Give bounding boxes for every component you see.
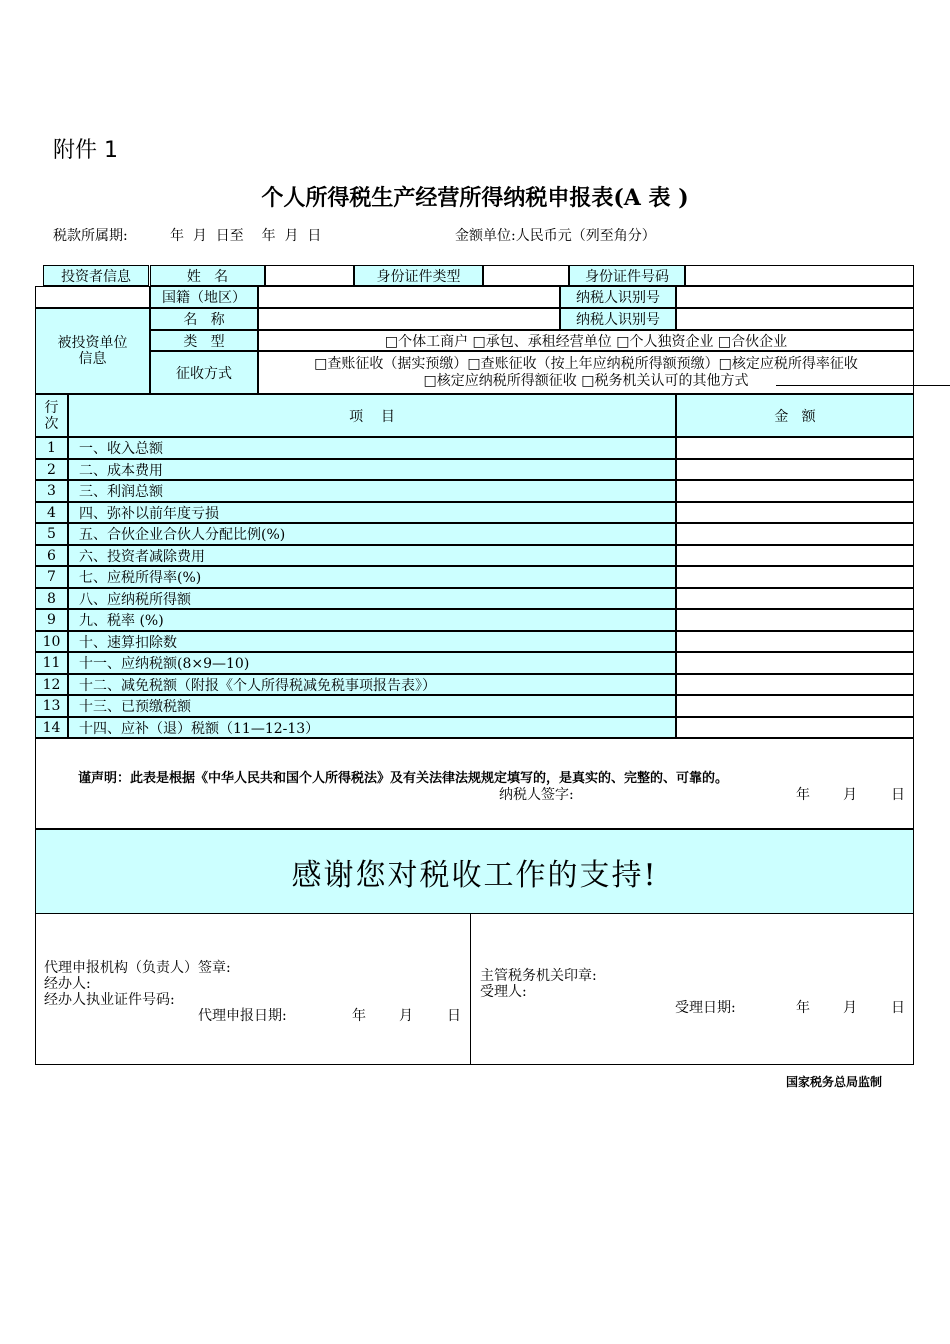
declaration-text: 谨声明：此表是根据《中华人民共和国个人所得税法》及有关法律法规规定填写的，是真实的、完整的、可靠的。	[78, 771, 729, 786]
sign-month: 月	[843, 787, 857, 803]
row-amount-field[interactable]	[676, 717, 914, 738]
row-amount-field[interactable]	[676, 459, 914, 480]
authority-date-day: 日	[891, 1000, 905, 1016]
row-number: 2	[35, 459, 68, 480]
authority-seal-label: 主管税务机关印章:	[480, 968, 597, 984]
row-item-label: 四、弥补以前年度亏损	[68, 502, 676, 523]
nationality-label: 国籍（地区）	[150, 286, 258, 308]
row-item-label: 十二、减免税额（附报《个人所得税减免税事项报告表》）	[68, 674, 676, 695]
row-item-label: 八、应纳税所得额	[68, 588, 676, 609]
agent-date-year: 年	[352, 1008, 366, 1024]
id-number-field[interactable]	[685, 265, 914, 286]
row-item-label: 三、利润总额	[68, 480, 676, 502]
currency-unit: 金额单位:人民币元（列至角分）	[455, 228, 656, 244]
thanks-banner: 感谢您对税收工作的支持!	[35, 829, 914, 914]
row-amount-field[interactable]	[676, 566, 914, 588]
collection-options-line1: □查账征收（据实预缴）□查账征收（按上年应纳税所得额预缴）□核定应税所得率征收	[314, 355, 858, 372]
unit-type-label: 类 型	[150, 330, 258, 351]
agent-date-day: 日	[447, 1008, 461, 1024]
row-number: 5	[35, 523, 68, 545]
agent-handler-cert-label: 经办人执业证件号码:	[44, 992, 175, 1008]
period-value: 年 月 日至 年 月 日	[170, 228, 322, 244]
row-item-label: 六、投资者减除费用	[68, 545, 676, 566]
row-number: 10	[35, 631, 68, 652]
id-type-field[interactable]	[483, 265, 569, 286]
row-number: 11	[35, 652, 68, 674]
authority-date-month: 月	[843, 1000, 857, 1016]
agent-date-month: 月	[399, 1008, 413, 1024]
attachment-label: 附件 1	[53, 138, 118, 163]
collection-method-label: 征收方式	[150, 351, 258, 394]
row-amount-field[interactable]	[676, 695, 914, 717]
row-item-label: 五、合伙企业合伙人分配比例(%)	[68, 523, 676, 545]
row-item-label: 九、税率 (%)	[68, 609, 676, 631]
collection-method-options[interactable]	[258, 351, 914, 394]
collection-options-line2: □核定应纳税所得额征收 □税务机关认可的其他方式	[423, 372, 749, 389]
row-amount-field[interactable]	[676, 652, 914, 674]
row-amount-field[interactable]	[676, 545, 914, 566]
row-number: 3	[35, 480, 68, 502]
agent-handler-label: 经办人:	[44, 976, 91, 992]
row-number: 13	[35, 695, 68, 717]
row-item-label: 十四、应补（退）税额（11—12-13）	[68, 717, 676, 738]
id-type-label: 身份证件类型	[354, 265, 483, 286]
spacer-cell	[35, 286, 150, 308]
unit-name-field[interactable]	[258, 308, 560, 330]
investor-name-field[interactable]	[265, 265, 354, 286]
row-amount-field[interactable]	[676, 631, 914, 652]
row-number: 9	[35, 609, 68, 631]
investor-taxpayer-id-label: 纳税人识别号	[560, 286, 676, 308]
investor-taxpayer-id-field[interactable]	[676, 286, 914, 308]
row-item-label: 十、速算扣除数	[68, 631, 676, 652]
col-item-header: 项 目	[68, 394, 676, 437]
taxpayer-sign-label: 纳税人签字:	[499, 787, 574, 803]
row-item-label: 十三、已预缴税额	[68, 695, 676, 717]
period-label: 税款所属期:	[53, 228, 128, 244]
row-amount-field[interactable]	[676, 480, 914, 502]
unit-name-label: 名 称	[150, 308, 258, 330]
investor-info-label: 投资者信息	[43, 265, 149, 286]
row-number: 1	[35, 437, 68, 459]
form-title: 个人所得税生产经营所得纳税申报表(A 表 )	[261, 185, 689, 211]
row-number: 12	[35, 674, 68, 695]
sign-day: 日	[891, 787, 905, 803]
row-item-label: 七、应税所得率(%)	[68, 566, 676, 588]
row-amount-field[interactable]	[676, 523, 914, 545]
issuer-note: 国家税务总局监制	[785, 1075, 882, 1089]
col-row-number-header: 行 次	[35, 394, 68, 437]
other-method-underline	[776, 385, 950, 386]
agent-date-label: 代理申报日期:	[198, 1008, 287, 1024]
row-amount-field[interactable]	[676, 609, 914, 631]
authority-box	[470, 913, 914, 1065]
row-amount-field[interactable]	[676, 674, 914, 695]
unit-type-options[interactable]: □个体工商户 □承包、承租经营单位 □个人独资企业 □合伙企业	[258, 330, 914, 351]
sign-year: 年	[796, 787, 810, 803]
row-item-label: 二、成本费用	[68, 459, 676, 480]
authority-date-year: 年	[796, 1000, 810, 1016]
row-amount-field[interactable]	[676, 437, 914, 459]
row-number: 14	[35, 717, 68, 738]
row-item-label: 十一、应纳税额(8×9—10)	[68, 652, 676, 674]
row-number: 7	[35, 566, 68, 588]
unit-taxpayer-id-field[interactable]	[676, 308, 914, 330]
row-amount-field[interactable]	[676, 588, 914, 609]
agent-seal-label: 代理申报机构（负责人）签章:	[44, 960, 231, 976]
row-amount-field[interactable]	[676, 502, 914, 523]
unit-taxpayer-id-label: 纳税人识别号	[560, 308, 676, 330]
row-number: 4	[35, 502, 68, 523]
id-number-label: 身份证件号码	[569, 265, 685, 286]
row-number: 8	[35, 588, 68, 609]
authority-date-label: 受理日期:	[675, 1000, 736, 1016]
nationality-field[interactable]	[258, 286, 560, 308]
row-number: 6	[35, 545, 68, 566]
authority-receiver-label: 受理人:	[480, 984, 527, 1000]
invested-unit-label: 被投资单位 信息	[35, 308, 150, 394]
row-item-label: 一、收入总额	[68, 437, 676, 459]
investor-name-label: 姓 名	[150, 265, 265, 286]
col-amount-header: 金 额	[676, 394, 914, 437]
